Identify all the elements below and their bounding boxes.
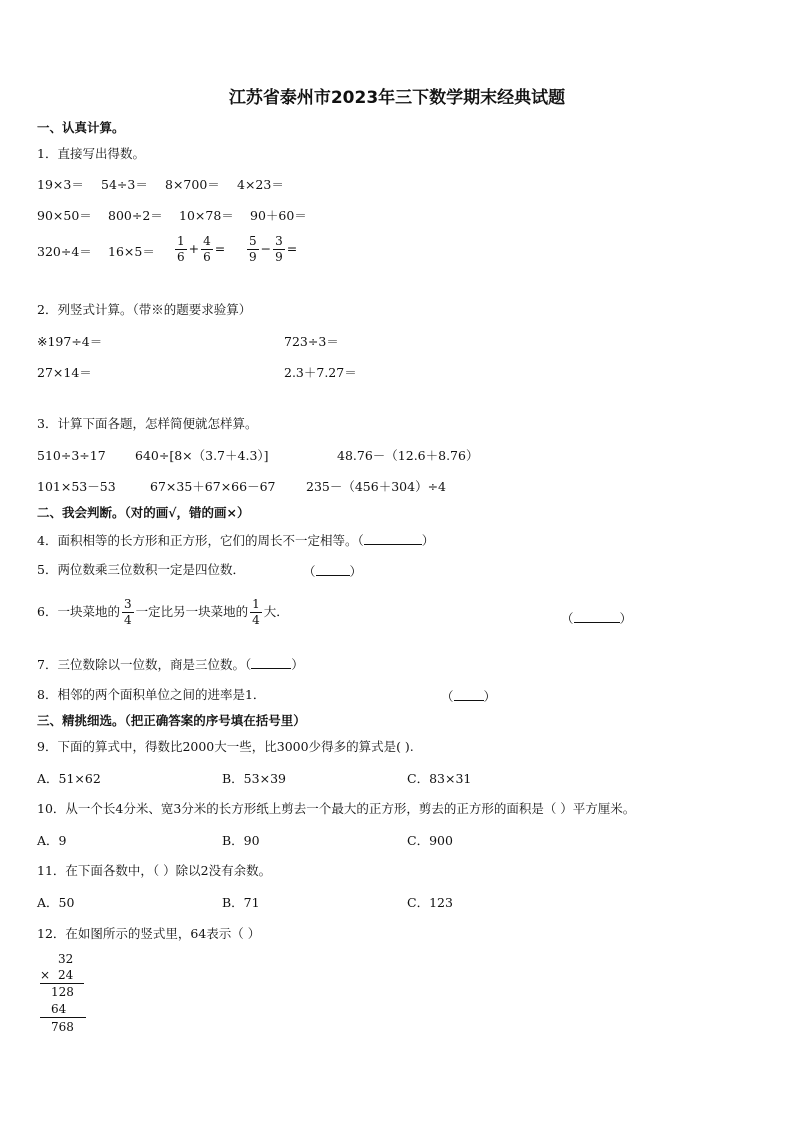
answer-blank[interactable] bbox=[364, 533, 422, 545]
q3-item: 101×53－53 bbox=[37, 479, 116, 494]
q10-option-c[interactable]: C．900 bbox=[407, 833, 453, 848]
calc-line bbox=[40, 983, 84, 984]
page-title: 江苏省泰州市2023年三下数学期末经典试题 bbox=[228, 88, 566, 108]
calc-multiplier: 24 bbox=[58, 968, 74, 982]
fraction: $\frac{1}{6}$ bbox=[177, 234, 185, 264]
calc-times-sign: × bbox=[40, 968, 51, 982]
q2-item: ※197÷4＝ bbox=[37, 334, 103, 349]
q2-item: 2.3＋7.27＝ bbox=[284, 365, 357, 380]
q2-item: 723÷3＝ bbox=[284, 334, 339, 349]
calc-line bbox=[40, 1017, 86, 1018]
q1-expr: 90＋60＝ bbox=[250, 208, 307, 223]
q5-answer: （ ） bbox=[303, 564, 363, 579]
calc-partial-1: 128 bbox=[51, 985, 74, 999]
q11-option-c[interactable]: C．123 bbox=[407, 895, 453, 910]
q9-option-c[interactable]: C．83×31 bbox=[407, 771, 472, 786]
fraction: $\frac{5}{9}$ bbox=[249, 234, 257, 264]
q2-item: 27×14＝ bbox=[37, 365, 92, 380]
fraction: $\frac{3}{9}$ bbox=[275, 234, 283, 264]
fraction: $\frac{4}{6}$ bbox=[203, 234, 211, 264]
q1-expr: 800÷2＝ bbox=[108, 208, 163, 223]
q11-text: 11．在下面各数中，（ ）除以2没有余数。 bbox=[37, 863, 272, 878]
q8-answer: （ ） bbox=[441, 689, 497, 704]
q5-text: 5．两位数乘三位数积一定是四位数． bbox=[37, 562, 245, 577]
q1-expr: 4×23＝ bbox=[237, 177, 284, 192]
q1-expr: 54÷3＝ bbox=[101, 177, 148, 192]
section-1-heading: 一、认真计算。 bbox=[37, 120, 125, 135]
q10-option-a[interactable]: A．9 bbox=[37, 833, 67, 848]
q3-item: 48.76－（12.6＋8.76） bbox=[337, 448, 479, 463]
q1-expr: 8×700＝ bbox=[165, 177, 220, 192]
q9-option-b[interactable]: B．53×39 bbox=[222, 771, 286, 786]
q1-expr: 320÷4＝ bbox=[37, 244, 92, 259]
q3-item: 640÷[8×（3.7＋4.3）] bbox=[135, 448, 269, 463]
q3-label: 3．计算下面各题，怎样简便就怎样算。 bbox=[37, 416, 258, 431]
q1-expr: 19×3＝ bbox=[37, 177, 84, 192]
q2-label: 2．列竖式计算。（带※的题要求验算） bbox=[37, 302, 252, 317]
q6-answer: （ ） bbox=[561, 611, 633, 626]
q3-item: 67×35＋67×66－67 bbox=[150, 479, 276, 494]
answer-blank[interactable] bbox=[251, 657, 291, 669]
q3-item: 510÷3÷17 bbox=[37, 448, 106, 463]
q10-option-b[interactable]: B．90 bbox=[222, 833, 260, 848]
q6: 6．一块菜地的 $\frac{3}{4}$ 一定比另一块菜地的 $\frac{1}{4}$ 大． bbox=[37, 597, 289, 627]
q9-option-a[interactable]: A．51×62 bbox=[37, 771, 101, 786]
q9-text: 9．下面的算式中，得数比2000大一些，比3000少得多的算式是( ). bbox=[37, 739, 414, 754]
section-3-heading: 三、精挑细选。（把正确答案的序号填在括号里） bbox=[37, 713, 306, 728]
calc-partial-2: 64 bbox=[51, 1002, 67, 1016]
q10-text: 10．从一个长4分米、宽3分米的长方形纸上剪去一个最大的正方形，剪去的正方形的面积是（ ）平方厘米。 bbox=[37, 801, 636, 816]
q7: 7．三位数除以一位数，商是三位数。（ ） bbox=[37, 657, 304, 672]
q4: 4．面积相等的长方形和正方形，它们的周长不一定相等。（ ） bbox=[37, 533, 435, 548]
q1-expr: 90×50＝ bbox=[37, 208, 92, 223]
q1-fraction-expr-a: $\frac{1}{6}$ + $\frac{4}{6}$ = bbox=[177, 234, 226, 264]
q3-item: 235－（456＋304）÷4 bbox=[306, 479, 447, 494]
calc-multiplicand: 32 bbox=[58, 952, 74, 966]
q1-label: 1．直接写出得数。 bbox=[37, 146, 145, 161]
q1-expr: 10×78＝ bbox=[179, 208, 234, 223]
q11-option-a[interactable]: A．50 bbox=[37, 895, 75, 910]
q1-fraction-expr-b: $\frac{5}{9}$ − $\frac{3}{9}$ = bbox=[249, 234, 298, 264]
fraction: $\frac{3}{4}$ bbox=[123, 597, 132, 627]
q8-text: 8．相邻的两个面积单位之间的进率是1． bbox=[37, 687, 266, 702]
q1-expr: 16×5＝ bbox=[108, 244, 155, 259]
answer-blank[interactable] bbox=[574, 611, 620, 623]
q12-text: 12．在如图所示的竖式里，64表示（ ） bbox=[37, 926, 261, 941]
fraction: $\frac{1}{4}$ bbox=[252, 597, 260, 627]
answer-blank[interactable] bbox=[316, 564, 350, 576]
answer-blank[interactable] bbox=[454, 689, 484, 701]
section-2-heading: 二、我会判断。（对的画√，错的画×） bbox=[37, 505, 250, 520]
calc-result: 768 bbox=[51, 1020, 74, 1034]
q11-option-b[interactable]: B．71 bbox=[222, 895, 260, 910]
